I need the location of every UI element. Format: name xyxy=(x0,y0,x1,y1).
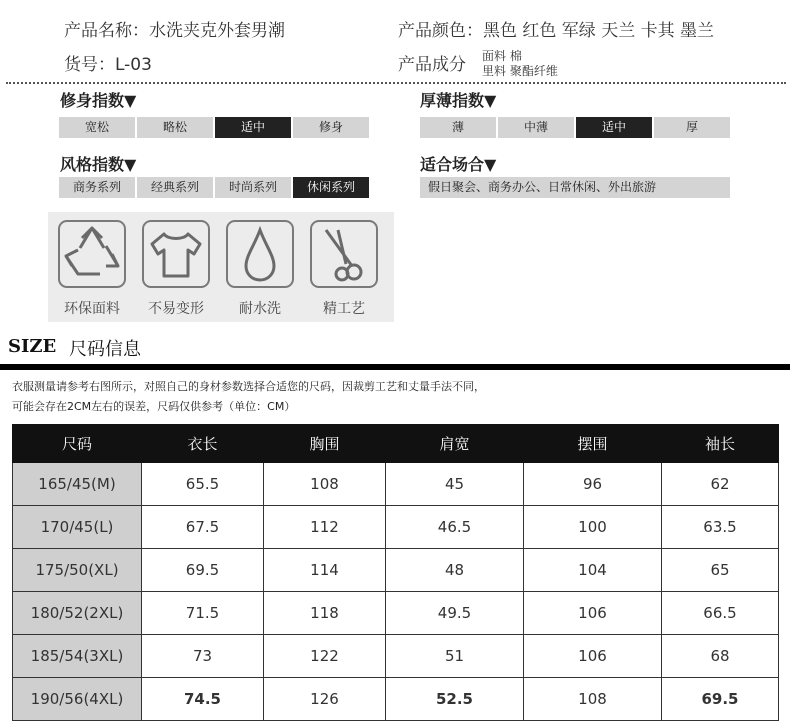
product-colors: 产品颜色：黑色 红色 军绿 天兰 卡其 墨兰 xyxy=(398,21,715,41)
table-row xyxy=(13,635,779,678)
table-cell: 63.5 xyxy=(662,506,779,549)
care-label: 耐水洗 xyxy=(239,301,281,317)
care-item-shape xyxy=(140,220,212,318)
table-cell: 106 xyxy=(524,592,662,635)
care-label: 环保面料 xyxy=(64,301,120,317)
table-cell: 62 xyxy=(662,463,779,506)
table-cell: 49.5 xyxy=(386,592,524,635)
table-cell: 51 xyxy=(386,635,524,678)
care-label: 不易变形 xyxy=(148,301,204,317)
table-cell: 48 xyxy=(386,549,524,592)
table-cell: 67.5 xyxy=(142,506,264,549)
table-cell: 71.5 xyxy=(142,592,264,635)
product-name: 产品名称：水洗夹克外套男潮 xyxy=(64,21,285,41)
size-cell: 175/50(XL) xyxy=(13,549,142,592)
size-table-header xyxy=(13,425,779,463)
table-cell: 45 xyxy=(386,463,524,506)
table-cell: 52.5 xyxy=(386,678,524,721)
table-cell: 65.5 xyxy=(142,463,264,506)
size-title-en: SIZE xyxy=(8,336,57,357)
care-item-craft xyxy=(308,220,380,318)
tshirt-icon xyxy=(142,220,210,288)
thickness-option: 薄 xyxy=(420,117,496,138)
composition-line: 里料 聚酯纤维 xyxy=(482,64,558,78)
table-cell: 104 xyxy=(524,549,662,592)
composition-values xyxy=(482,49,558,79)
size-cell: 190/56(4XL) xyxy=(13,678,142,721)
table-row xyxy=(13,549,779,592)
style-option-selected: 休闲系列 xyxy=(293,177,369,198)
header-cell: 衣长 xyxy=(142,425,264,463)
style-option: 时尚系列 xyxy=(215,177,291,198)
fit-option-selected: 适中 xyxy=(215,117,291,138)
table-cell: 65 xyxy=(662,549,779,592)
care-label: 精工艺 xyxy=(323,301,365,317)
thickness-option: 中薄 xyxy=(498,117,574,138)
composition-line: 面料 棉 xyxy=(482,49,522,63)
table-row xyxy=(13,592,779,635)
fit-index-scale xyxy=(59,117,371,138)
style-index-title: 风格指数▼ xyxy=(60,155,137,174)
water-drop-icon xyxy=(226,220,294,288)
table-cell: 122 xyxy=(264,635,386,678)
table-cell: 68 xyxy=(662,635,779,678)
size-cell: 170/45(L) xyxy=(13,506,142,549)
table-cell: 66.5 xyxy=(662,592,779,635)
size-cell: 180/52(2XL) xyxy=(13,592,142,635)
fit-option: 宽松 xyxy=(59,117,135,138)
thickness-option-selected: 适中 xyxy=(576,117,652,138)
product-info-box xyxy=(6,4,786,84)
table-cell: 74.5 xyxy=(142,678,264,721)
header-cell: 肩宽 xyxy=(386,425,524,463)
table-cell: 69.5 xyxy=(662,678,779,721)
table-cell: 96 xyxy=(524,463,662,506)
header-cell: 袖长 xyxy=(662,425,779,463)
care-item-washable xyxy=(224,220,296,318)
table-row xyxy=(13,678,779,721)
size-note-line1: 衣服测量请参考右图所示，对照自己的身材参数选择合适您的尺码，因裁剪工艺和丈量手法不同， xyxy=(12,380,485,393)
care-features-panel xyxy=(48,212,394,322)
thickness-option: 厚 xyxy=(654,117,730,138)
table-cell: 112 xyxy=(264,506,386,549)
style-option: 经典系列 xyxy=(137,177,213,198)
table-cell: 126 xyxy=(264,678,386,721)
table-cell: 108 xyxy=(524,678,662,721)
table-row xyxy=(13,463,779,506)
fit-option: 修身 xyxy=(293,117,369,138)
table-cell: 114 xyxy=(264,549,386,592)
table-cell: 106 xyxy=(524,635,662,678)
thickness-index-scale xyxy=(420,117,732,138)
size-section-header xyxy=(0,334,790,364)
header-cell: 摆围 xyxy=(524,425,662,463)
occasion-title: 适合场合▼ xyxy=(420,155,497,174)
scissors-icon xyxy=(310,220,378,288)
table-cell: 108 xyxy=(264,463,386,506)
table-cell: 118 xyxy=(264,592,386,635)
style-index-scale xyxy=(59,177,371,198)
table-cell: 46.5 xyxy=(386,506,524,549)
size-title-cn: 尺码信息 xyxy=(69,339,141,360)
style-option: 商务系列 xyxy=(59,177,135,198)
occasion-text: 假日聚会、商务办公、日常休闲、外出旅游 xyxy=(420,177,730,198)
recycle-icon xyxy=(58,220,126,288)
table-cell: 100 xyxy=(524,506,662,549)
fit-option: 略松 xyxy=(137,117,213,138)
size-table xyxy=(12,424,779,721)
size-divider xyxy=(0,364,790,370)
thickness-index-title: 厚薄指数▼ xyxy=(420,91,497,110)
table-row xyxy=(13,506,779,549)
fit-index-title: 修身指数▼ xyxy=(60,91,137,110)
care-item-eco xyxy=(56,220,128,318)
composition-label: 产品成分 xyxy=(398,55,466,75)
product-sku: 货号：L-03 xyxy=(64,55,152,75)
table-cell: 73 xyxy=(142,635,264,678)
table-cell: 69.5 xyxy=(142,549,264,592)
size-cell: 165/45(M) xyxy=(13,463,142,506)
header-cell: 胸围 xyxy=(264,425,386,463)
size-note-line2: 可能会存在2CM左右的误差，尺码仅供参考（单位：CM） xyxy=(12,400,296,413)
header-cell: 尺码 xyxy=(13,425,142,463)
size-cell: 185/54(3XL) xyxy=(13,635,142,678)
